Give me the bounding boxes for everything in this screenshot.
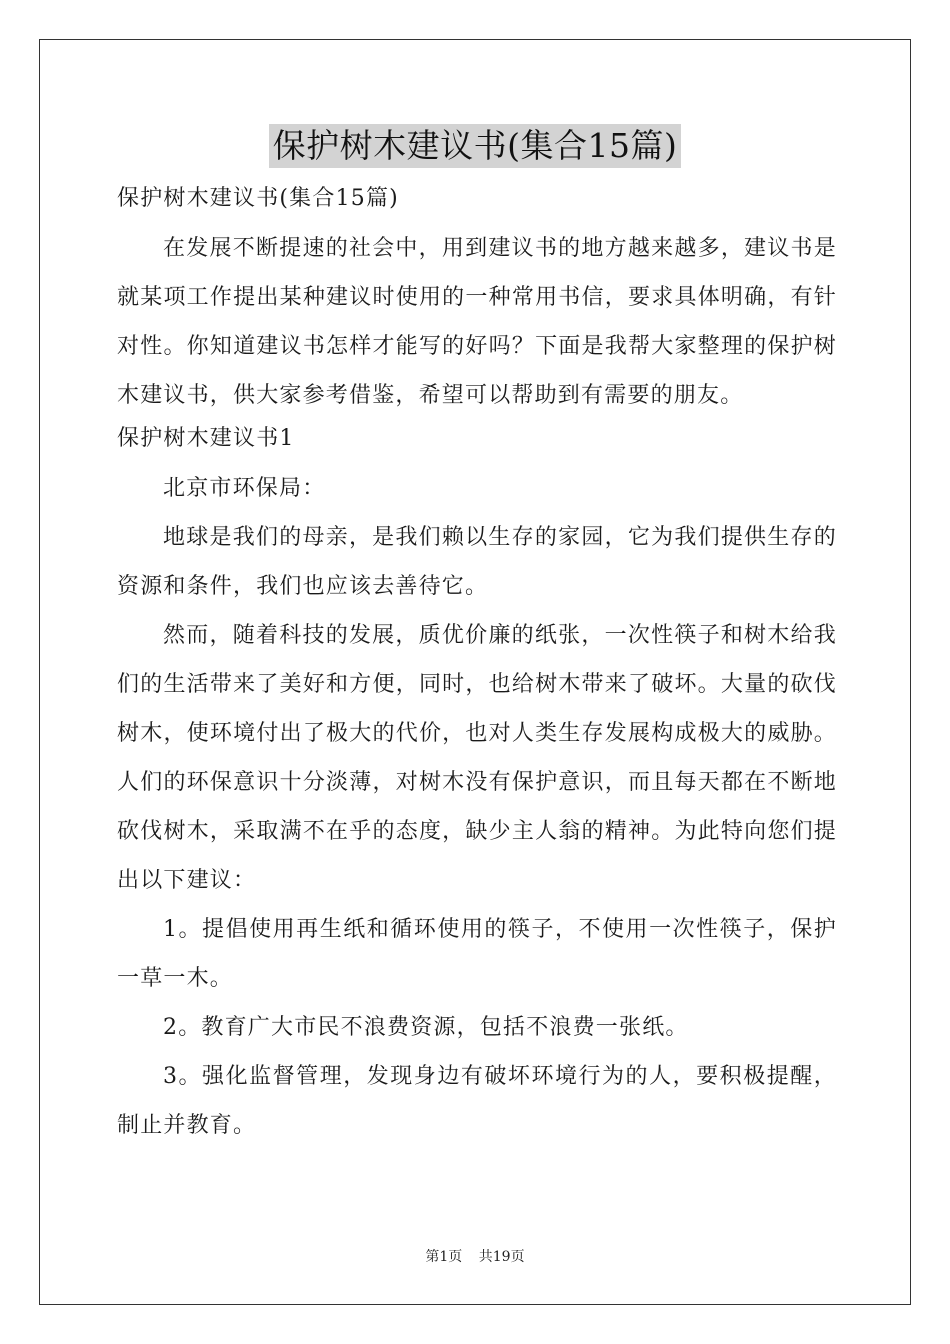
body-paragraph-2: 然而，随着科技的发展，质优价廉的纸张，一次性筷子和树木给我们的生活带来了美好和方便，同时，也给树木带来了破坏。大量的砍伐树木，使环境付出了极大的代价，也对人类生存发展构成极大的威胁。人们的环保意识十分淡薄，对树木没有保护意识，而且每天都在不断地砍伐树木，采取满不在乎的态度，缺少主人翁的精神。为此特向您们提出以下建议： <box>117 623 837 893</box>
document-subtitle: 保护树木建议书(集合15篇) <box>117 186 399 211</box>
intro-paragraph: 在发展不断提速的社会中，用到建议书的地方越来越多，建议书是就某项工作提出某种建议时使用的一种常用书信，要求具体明确，有针对性。你知道建议书怎样才能写的好吗？下面是我帮大家整理的保护树木建议书，供大家参考借鉴，希望可以帮助到有需要的朋友。 <box>117 236 837 408</box>
suggestion-item-1: 1。提倡使用再生纸和循环使用的筷子，不使用一次性筷子，保护一草一木。 <box>117 917 837 991</box>
page-total: 共19页 <box>478 1249 525 1265</box>
body-paragraph-1: 地球是我们的母亲，是我们赖以生存的家园，它为我们提供生存的资源和条件，我们也应该去善待它。 <box>117 525 837 599</box>
document-body <box>117 180 837 1150</box>
suggestion-item-3: 3。强化监督管理，发现身边有破坏环境行为的人，要积极提醒，制止并教育。 <box>117 1064 837 1138</box>
section-heading: 保护树木建议书1 <box>117 426 295 451</box>
page-footer <box>0 1247 950 1267</box>
suggestion-item-2: 2。教育广大市民不浪费资源，包括不浪费一张纸。 <box>163 1015 689 1040</box>
document-title: 保护树木建议书(集合15篇) <box>269 124 682 168</box>
title-container <box>0 124 950 168</box>
page-number: 第1页 <box>425 1249 463 1265</box>
salutation: 北京市环保局： <box>163 476 326 501</box>
